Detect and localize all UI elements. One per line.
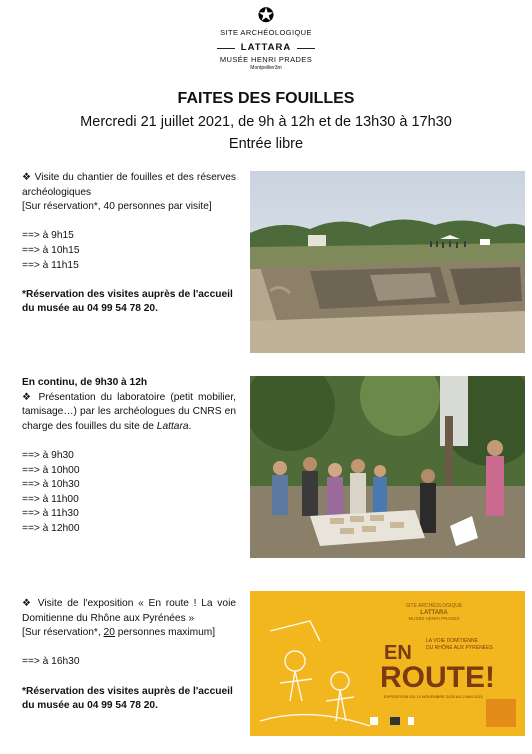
section2-time: ==> à 10h00 [22, 464, 80, 476]
section1-reservation: [Sur réservation*, 40 personnes par visite] [22, 201, 212, 213]
section-laboratory [22, 376, 236, 537]
poster-site-text: SITE ARCHÉOLOGIQUE [405, 603, 463, 609]
section1-note: *Réservation des visites auprès de l'accueil du musée au 04 99 54 78 20. [22, 288, 233, 315]
museum-logo [0, 6, 532, 71]
poster-dates: EXPOSITION DU 14 NOVEMBRE 2020 AU 2 MAI 2021 [384, 694, 483, 699]
poster-subtitle-2: DU RHÔNE AUX PYRÉNÉES [426, 645, 493, 651]
section2-heading: En continu, de 9h30 à 12h [22, 377, 148, 388]
poster-name-text: LATTARA [420, 610, 448, 616]
logo-museum-text: MUSÉE HENRI PRADES [219, 55, 313, 64]
section3-note: *Réservation des visites auprès de l'accueil du musée au 04 99 54 78 20. [22, 685, 233, 712]
section2-time: ==> à 12h00 [22, 522, 80, 534]
poster-museum-text: MUSÉE HENRI PRADES [408, 616, 460, 621]
poster-title-en: EN [384, 642, 412, 664]
section1-time: ==> à 10h15 [22, 244, 80, 256]
event-date: Mercredi 21 juillet 2021, de 9h à 12h et de 13h30 à 17h30 [80, 114, 452, 130]
section3-time: ==> à 16h30 [22, 656, 80, 668]
logo-site-text: SITE ARCHÉOLOGIQUE [220, 28, 312, 37]
excavation-site-photo [250, 171, 525, 353]
poster-title-route: ROUTE! [380, 661, 495, 694]
laboratory-photo [250, 376, 525, 558]
logo-city-text: Montpellier3m [250, 65, 282, 71]
logo-lattara-text: LATTARA [217, 42, 315, 53]
poster-subtitle-1: LA VOIE DOMITIENNE [426, 638, 478, 644]
section1-time: ==> à 9h15 [22, 230, 74, 242]
section2-time: ==> à 10h30 [22, 479, 80, 491]
page-title: FAITES DES FOUILLES [177, 90, 355, 107]
section3-reservation: [Sur réservation*, 20 personnes maximum] [22, 627, 216, 639]
star-icon: ✪ [257, 5, 275, 27]
section-excavation-visit [22, 171, 236, 317]
section-exhibition [22, 597, 236, 714]
entry-info: Entrée libre [228, 136, 304, 152]
exhibition-poster [250, 591, 525, 736]
section1-time: ==> à 11h15 [22, 259, 79, 271]
section2-time: ==> à 11h00 [22, 493, 79, 505]
section2-description: ❖ Présentation du laboratoire (petit mobilier, tamisage…) par les archéologues du CNRS en charge des fouilles du site de Lattara. [22, 391, 236, 432]
section2-time: ==> à 11h30 [22, 508, 79, 520]
section2-time: ==> à 9h30 [22, 449, 74, 461]
section1-description: ❖ Visite du chantier de fouilles et des réserves archéologiques [22, 172, 236, 198]
section3-description: ❖ Visite de l'exposition « En route ! La voie Domitienne du Rhône aux Pyrénées » [22, 598, 236, 624]
